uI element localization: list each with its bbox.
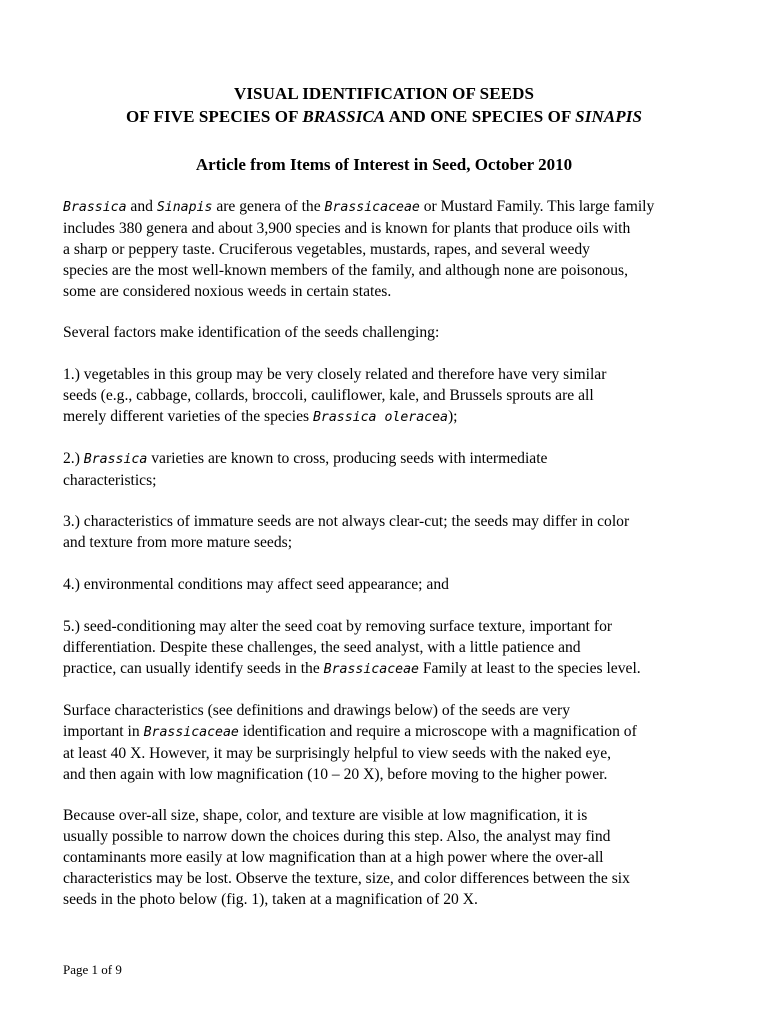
genus-brassica: BRASSICA xyxy=(302,107,386,126)
list-item-2: 2.) Brassica varieties are known to cross, producing seeds with intermediate characteristics; xyxy=(63,450,548,489)
paragraph-magnification: Because over-all size, shape, color, and texture are visible at low magnification, it is usually possible to narrow down the choices during this step. Also, the analyst may find contaminants more easily at low magnification than at a high power where the over-all characteristics may be lost. Observe the texture, size, and color differences between the six seeds in the photo below (fig. 1), taken at a magnification of 20 X. xyxy=(63,807,630,908)
list-item-3: 3.) characteristics of immature seeds are not always clear-cut; the seeds may differ in color and texture from more mature seeds; xyxy=(63,513,630,551)
list-item-5: 5.) seed-conditioning may alter the seed coat by removing surface texture, important for differentiation. Despite these challenges, the seed analyst, with a little patience and practice, can usually identify seeds in the Brassicaceae Family at least to the species level. xyxy=(63,618,641,677)
list-item-4: 4.) environmental conditions may affect seed appearance; and xyxy=(63,576,449,593)
document-title-line1: VISUAL IDENTIFICATION OF SEEDS xyxy=(233,84,535,103)
page-number: Page 1 of 9 xyxy=(63,962,122,977)
genus-sinapis: SINAPIS xyxy=(575,107,643,126)
list-item-1: 1.) vegetables in this group may be very closely related and therefore have very similar seeds (e.g., cabbage, collards, broccoli, cauliflower, kale, and Brussels sprouts are all merely different varieties of the species Brassica oleracea); xyxy=(63,366,607,425)
paragraph-intro: Brassica and Sinapis are genera of the Brassicaceae or Mustard Family. This large family includes 380 genera and about 3,900 species and is known for plants that produce oils with a sharp or peppery taste. Cruciferous vegetables, mustards, rapes, and several weedy species are the most well-known members of the family, and although none are poisonous, some are considered noxious weeds in certain states. xyxy=(63,198,655,300)
paragraph-surface: Surface characteristics (see definitions and drawings below) of the seeds are very important in Brassicaceae identification and require a microscope with a magnification of at least 40 X. However, it may be surprisingly helpful to view seeds with the naked eye, and then again with low magnification (10 – 20 X), before moving to the higher power. xyxy=(63,702,637,783)
document-subtitle: Article from Items of Interest in Seed, October 2010 xyxy=(195,155,573,174)
paragraph-factors-intro: Several factors make identification of the seeds challenging: xyxy=(63,324,440,341)
document-title-line2: OF FIVE SPECIES OF BRASSICA AND ONE SPECIES OF SINAPIS xyxy=(125,107,643,126)
